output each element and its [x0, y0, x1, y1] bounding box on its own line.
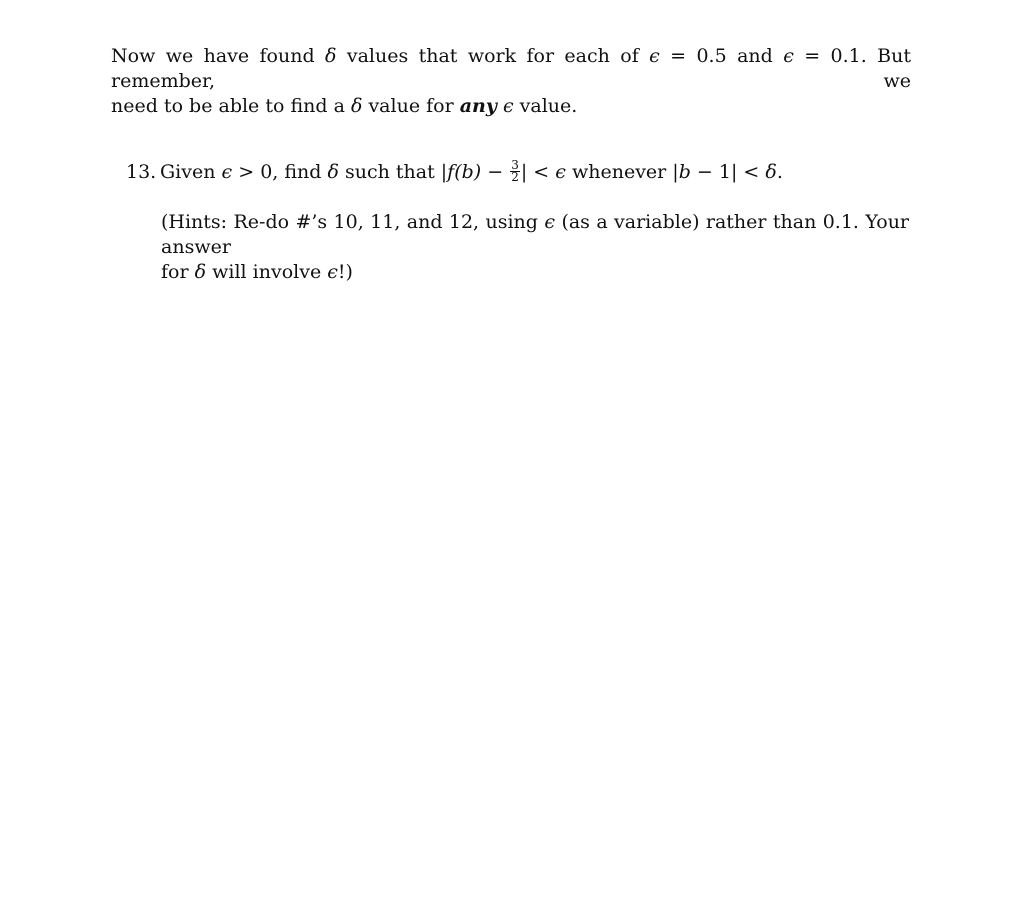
intro-paragraph: [111, 44, 911, 119]
hints-paragraph: [161, 210, 909, 285]
math-delta: δ: [765, 161, 777, 183]
fraction-denominator: 2: [511, 169, 519, 184]
math-delta: δ: [194, 261, 207, 283]
problem-text: > 0, find: [238, 161, 322, 183]
math-delta: δ: [327, 161, 339, 183]
math-epsilon: ϵ: [649, 45, 660, 67]
hints-text: will involve: [212, 261, 322, 283]
math-delta: δ: [350, 95, 363, 117]
hints-text: for: [161, 261, 189, 283]
intro-text: Now we have found: [111, 45, 315, 67]
math-f-of-b: f(b): [447, 161, 482, 183]
hints-line-2: [161, 260, 909, 285]
problem-number: 13.: [126, 161, 157, 183]
hints-text: !): [337, 261, 353, 283]
intro-text: value.: [519, 95, 578, 117]
math-minus: −: [481, 161, 510, 183]
problem-text: | <: [520, 161, 550, 183]
intro-text: = 0.1. But remember, we: [111, 45, 912, 92]
math-epsilon: ϵ: [783, 45, 794, 67]
intro-text: values that work for each of: [346, 45, 639, 67]
math-epsilon: ϵ: [502, 95, 514, 117]
math-b: b: [678, 161, 691, 183]
math-epsilon: ϵ: [327, 261, 338, 283]
intro-line-2: [111, 94, 911, 119]
problem-text: − 1| <: [690, 161, 760, 183]
intro-text: need to be able to find a: [111, 95, 345, 117]
math-epsilon: ϵ: [221, 161, 233, 183]
hints-text: (as a variable) rather than 0.1. Your answer: [161, 211, 910, 258]
problem-text: .: [776, 161, 783, 183]
math-delta: δ: [325, 45, 337, 67]
intro-text: value for: [368, 95, 454, 117]
intro-text: = 0.5 and: [670, 45, 773, 67]
emphasis-any: any: [459, 95, 497, 117]
problem-text: whenever |: [571, 161, 679, 183]
hints-line-1: [161, 210, 909, 260]
problem-13: [126, 157, 783, 185]
fraction-three-halves: [510, 157, 520, 184]
hints-text: (Hints: Re-do #’s 10, 11, and 12, using: [161, 211, 538, 233]
math-epsilon: ϵ: [555, 161, 566, 183]
fraction-numerator: 3: [511, 157, 519, 172]
problem-text: such that |: [344, 161, 448, 183]
intro-line-1: [111, 44, 911, 94]
problem-text: Given: [160, 161, 216, 183]
math-epsilon: ϵ: [544, 211, 556, 233]
